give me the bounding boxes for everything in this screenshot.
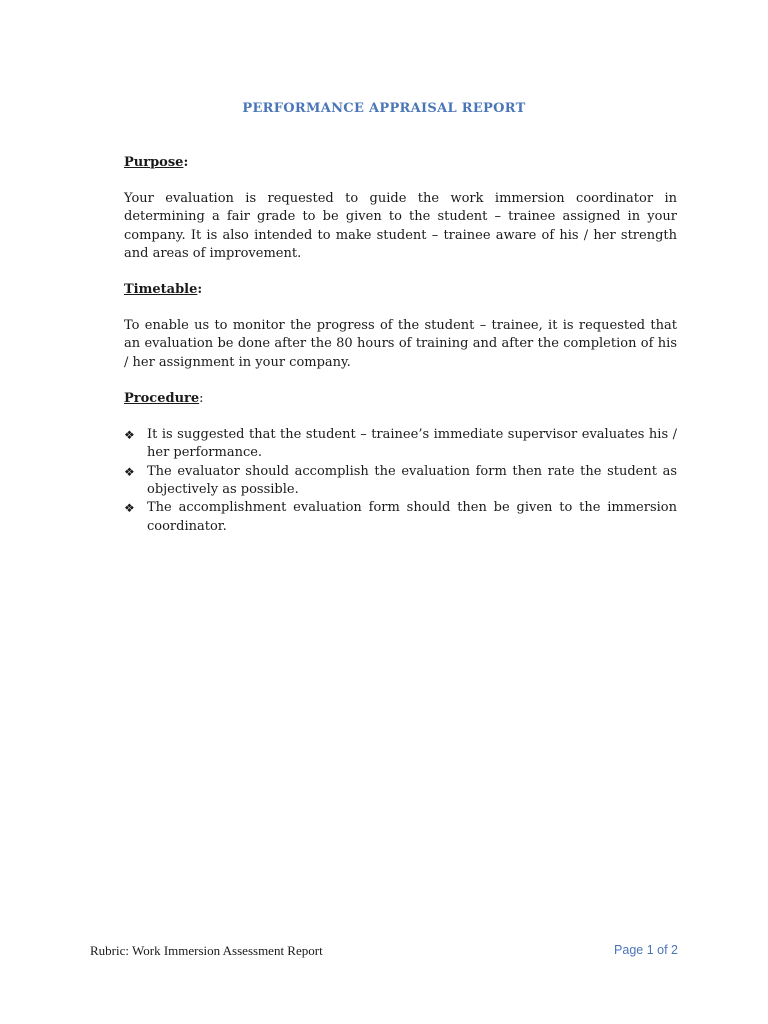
- timetable-heading: [124, 281, 677, 299]
- procedure-item-text: The accomplishment evaluation form should then be given to the immersion coordinator.: [147, 500, 677, 534]
- purpose-heading-colon: :: [183, 155, 189, 170]
- diamond-bullet-icon: ❖: [124, 428, 135, 443]
- page-title: PERFORMANCE APPRAISAL REPORT: [242, 101, 526, 116]
- procedure-heading-label: Procedure: [124, 391, 200, 407]
- purpose-heading: [124, 154, 677, 172]
- procedure-list: [124, 426, 677, 536]
- procedure-heading-colon: :: [199, 391, 204, 407]
- diamond-bullet-icon: ❖: [124, 501, 135, 516]
- footer-page-number: Page 1 of 2: [614, 943, 678, 957]
- purpose-paragraph: Your evaluation is requested to guide the work immersion coordinator in determining a fair grade to be given to the student – trainee assigned in your company. It is also intended to make student – trainee aware of his / her strength and areas of improvement.: [124, 191, 677, 261]
- list-item: [124, 426, 677, 463]
- diamond-bullet-icon: ❖: [124, 464, 135, 479]
- list-item: [124, 499, 677, 536]
- procedure-item-text: The evaluator should accomplish the evaluation form then rate the student as objectively as possible.: [147, 463, 677, 497]
- timetable-heading-label: Timetable: [124, 282, 198, 298]
- procedure-item-text: It is suggested that the student – trainee’s immediate supervisor evaluates his / her performance.: [147, 427, 677, 461]
- timetable-paragraph: To enable us to monitor the progress of the student – trainee, it is requested that an evaluation be done after the 80 hours of training and after the completion of his / her assignment in your company.: [124, 318, 677, 370]
- purpose-heading-label: Purpose: [124, 155, 184, 170]
- timetable-heading-colon: :: [197, 282, 203, 298]
- list-item: [124, 463, 677, 500]
- document-body: [124, 154, 677, 536]
- footer-document-title: Rubric: Work Immersion Assessment Report: [90, 943, 323, 958]
- procedure-heading: [124, 390, 677, 408]
